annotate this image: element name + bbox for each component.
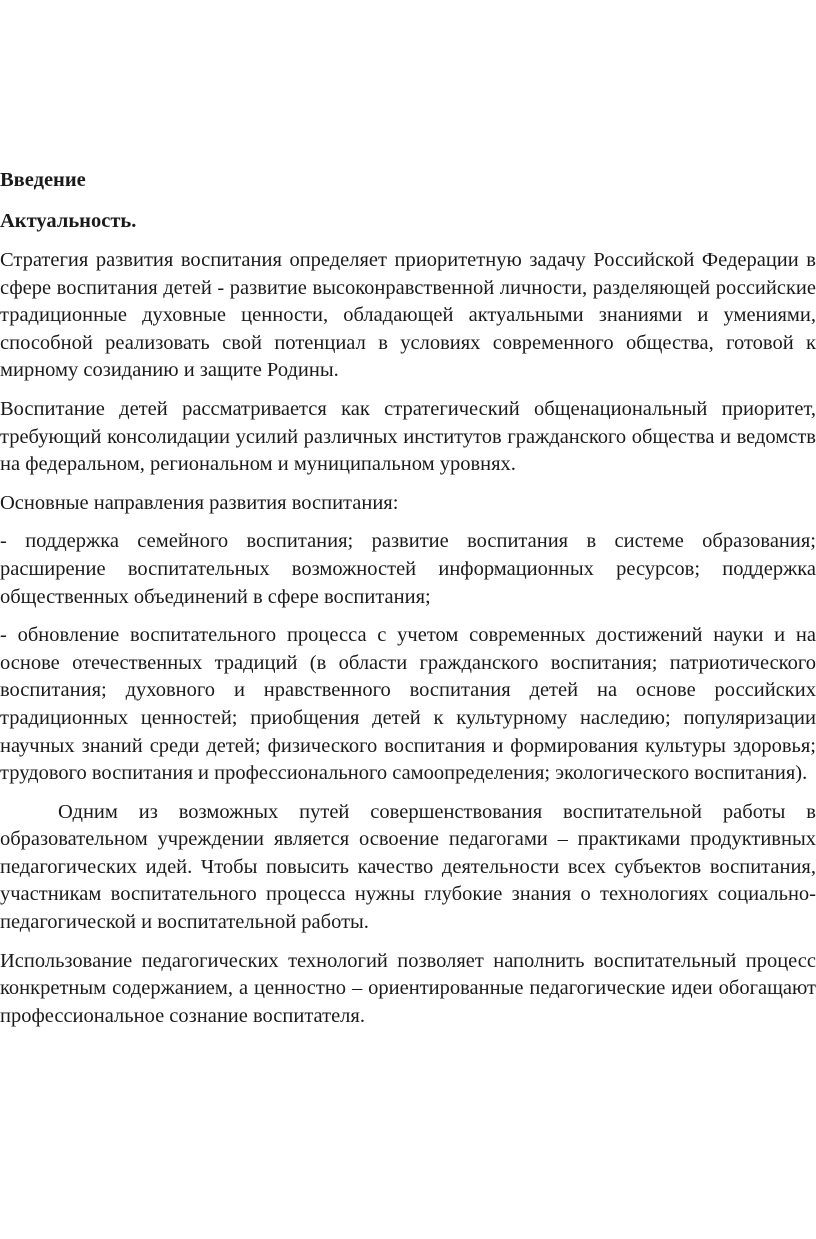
paragraph-direction-update: - обновление воспитательного процесса с учетом современных достижений науки и на основе отечественных традиций (в области гражданского воспитания; патриотического воспитания; духовного и нравственного воспитания детей на основе российских традиционных ценностей; приобщения детей к культурному наследию; популяризации научных знаний среди детей; физического воспитания и формирования культуры здоровья; трудового воспитания и профессионального самоопределения; экологического воспитания). — [0, 624, 816, 785]
paragraph-direction-support: - поддержка семейного воспитания; развитие воспитания в системе образования; расширение воспитательных возможностей информационных ресурсов; поддержка общественных объединений в сфере воспитания; — [0, 530, 816, 608]
section-heading-relevance: Актуальность. — [0, 210, 137, 232]
paragraph-improvement-ways: Одним из возможных путей совершенствования воспитательной работы в образовательном учреждении является освоение педагогами – практиками продуктивных педагогических идей. Чтобы повысить качество деятельности всех субъектов воспитания, участникам воспитательного процесса нужны глубокие знания о технологиях социально-педагогической и воспитательной работы. — [0, 800, 816, 934]
paragraph-technologies: Использование педагогических технологий позволяет наполнить воспитательный процесс конкретным содержанием, а ценностно – ориентированные педагогические идеи обогащают профессиональное сознание воспитателя. — [0, 949, 816, 1027]
paragraph-priority: Воспитание детей рассматривается как стратегический общенациональный приоритет, требующий консолидации усилий различных институтов гражданского общества и ведомств на федеральном, региональном и муниципальном уровнях. — [0, 397, 816, 476]
document-page — [0, 166, 816, 1041]
paragraph-directions-title: Основные направления развития воспитания: — [0, 491, 399, 514]
paragraph-strategy: Стратегия развития воспитания определяет приоритетную задачу Российской Федерации в сфере воспитания детей - развитие высоконравственной личности, разделяющей российские традиционные духовные ценности, обладающей актуальными знаниями и умениями, способной реализовать свой потенциал в условиях современного общества, готовой к мирному созиданию и защите Родины. — [0, 249, 816, 382]
section-heading-introduction: Введение — [0, 169, 86, 191]
